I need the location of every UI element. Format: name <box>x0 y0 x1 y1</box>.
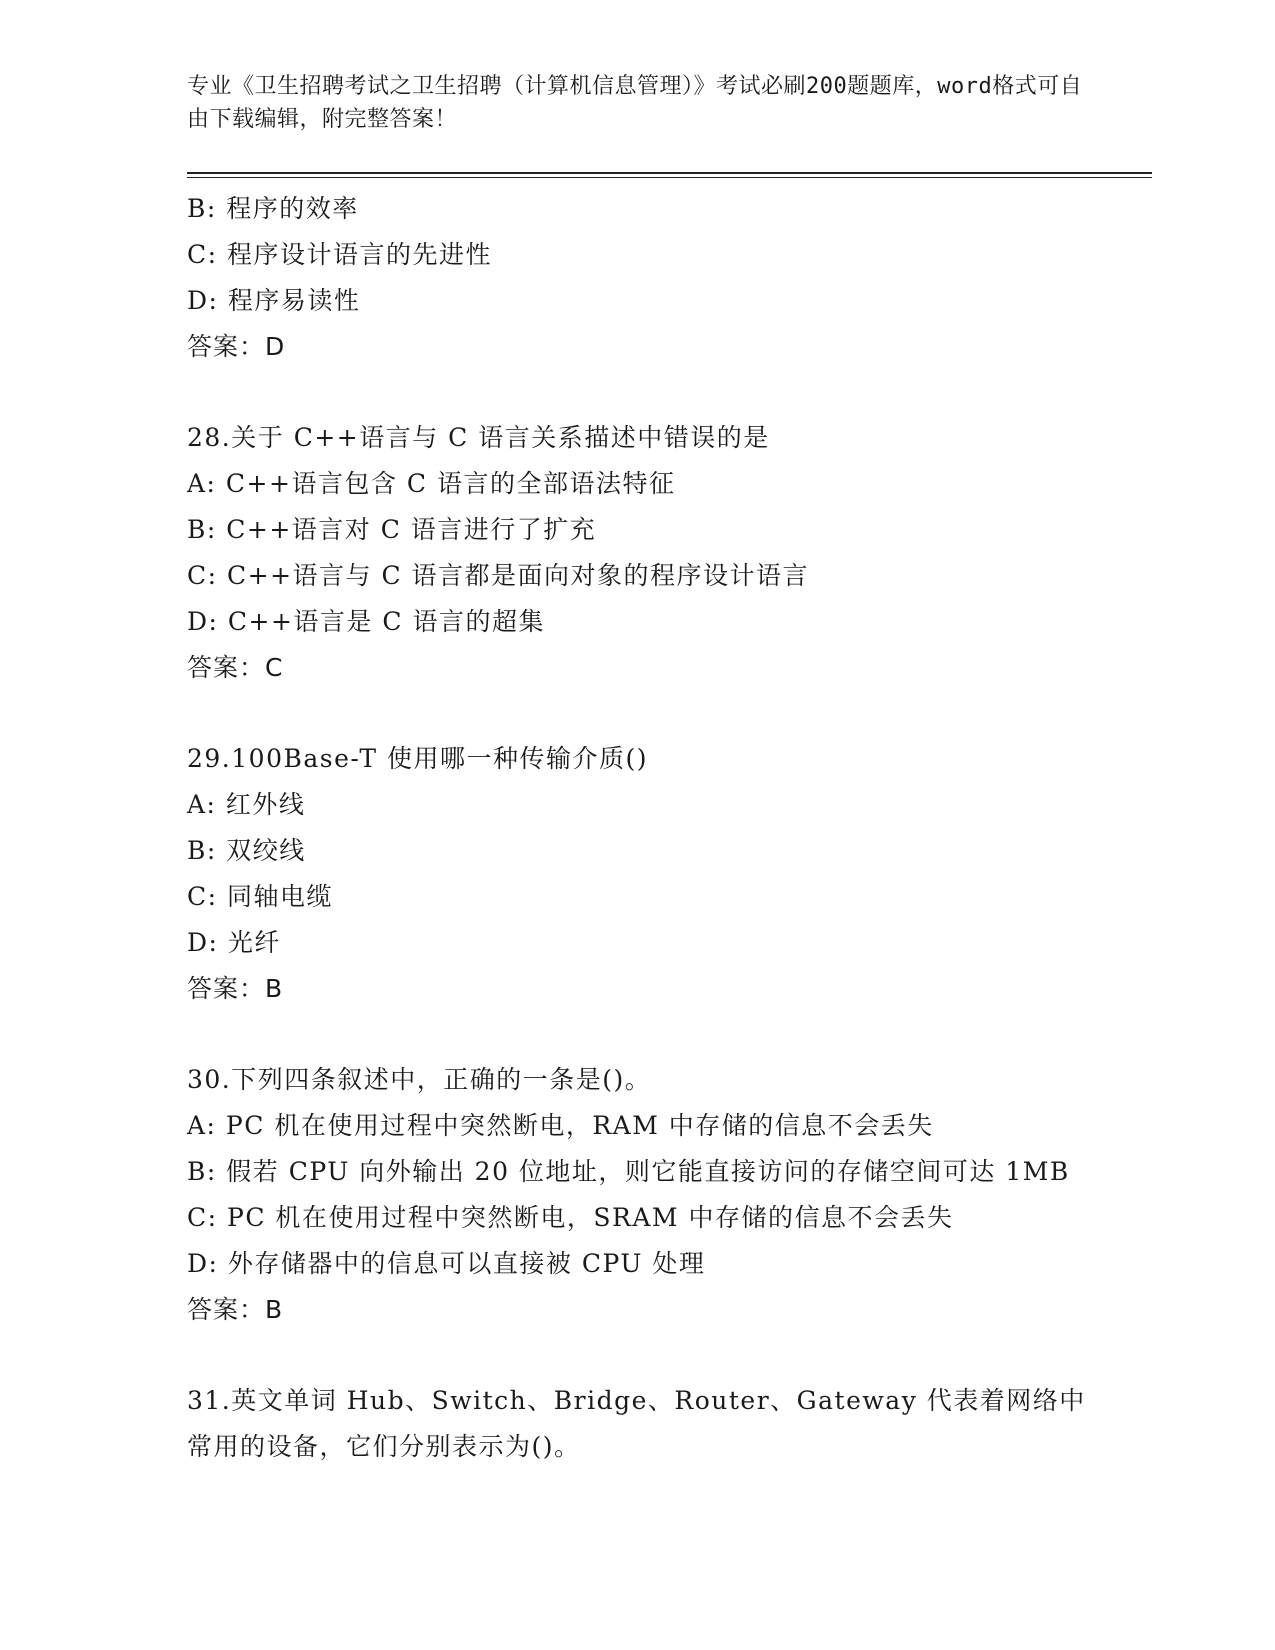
question-stem-line-1: 31.英文单词 Hub、Switch、Bridge、Router、Gateway 代表着网络中 <box>187 1386 1086 1415</box>
option-a: A: C++语言包含 C 语言的全部语法特征 <box>187 469 676 498</box>
document-page <box>187 70 1147 1470</box>
option-b: B: C++语言对 C 语言进行了扩充 <box>187 515 597 544</box>
option-c: C: PC 机在使用过程中突然断电，SRAM 中存储的信息不会丢失 <box>187 1203 954 1232</box>
option-a: A: PC 机在使用过程中突然断电，RAM 中存储的信息不会丢失 <box>187 1111 934 1140</box>
answer-label: 答案：B <box>187 1295 284 1324</box>
option-b: B: 双绞线 <box>187 836 306 865</box>
option-b: B: 假若 CPU 向外输出 20 位地址，则它能直接访问的存储空间可达 1MB <box>187 1157 1070 1186</box>
question-stem: 30.下列四条叙述中，正确的一条是()。 <box>187 1065 652 1094</box>
option-a: A: 红外线 <box>187 790 306 819</box>
question-stem: 28.关于 C++语言与 C 语言关系描述中错误的是 <box>187 423 770 452</box>
document-header: 专业《卫生招聘考试之卫生招聘（计算机信息管理）》考试必刷200题题库，word格式可自由下载编辑，附完整答案！ <box>187 74 1083 132</box>
option-d: D: 程序易读性 <box>187 286 361 315</box>
answer-label: 答案：D <box>187 332 286 361</box>
question-stem-line-2: 常用的设备，它们分别表示为()。 <box>187 1432 581 1461</box>
option-c: C: C++语言与 C 语言都是面向对象的程序设计语言 <box>187 561 810 590</box>
option-d: D: 光纤 <box>187 928 281 957</box>
question-31 <box>187 1378 1147 1470</box>
question-27-continued <box>187 186 1147 370</box>
answer-label: 答案：B <box>187 974 284 1003</box>
option-c: C: 同轴电缆 <box>187 882 333 911</box>
question-stem: 29.100Base-T 使用哪一种传输介质() <box>187 744 649 773</box>
header-divider <box>187 172 1152 178</box>
question-30 <box>187 1057 1147 1333</box>
question-28 <box>187 415 1147 691</box>
question-29 <box>187 736 1147 1012</box>
option-c: C: 程序设计语言的先进性 <box>187 240 492 269</box>
option-d: D: 外存储器中的信息可以直接被 CPU 处理 <box>187 1249 706 1278</box>
answer-label: 答案：C <box>187 653 284 682</box>
option-b: B: 程序的效率 <box>187 194 359 223</box>
option-d: D: C++语言是 C 语言的超集 <box>187 607 545 636</box>
